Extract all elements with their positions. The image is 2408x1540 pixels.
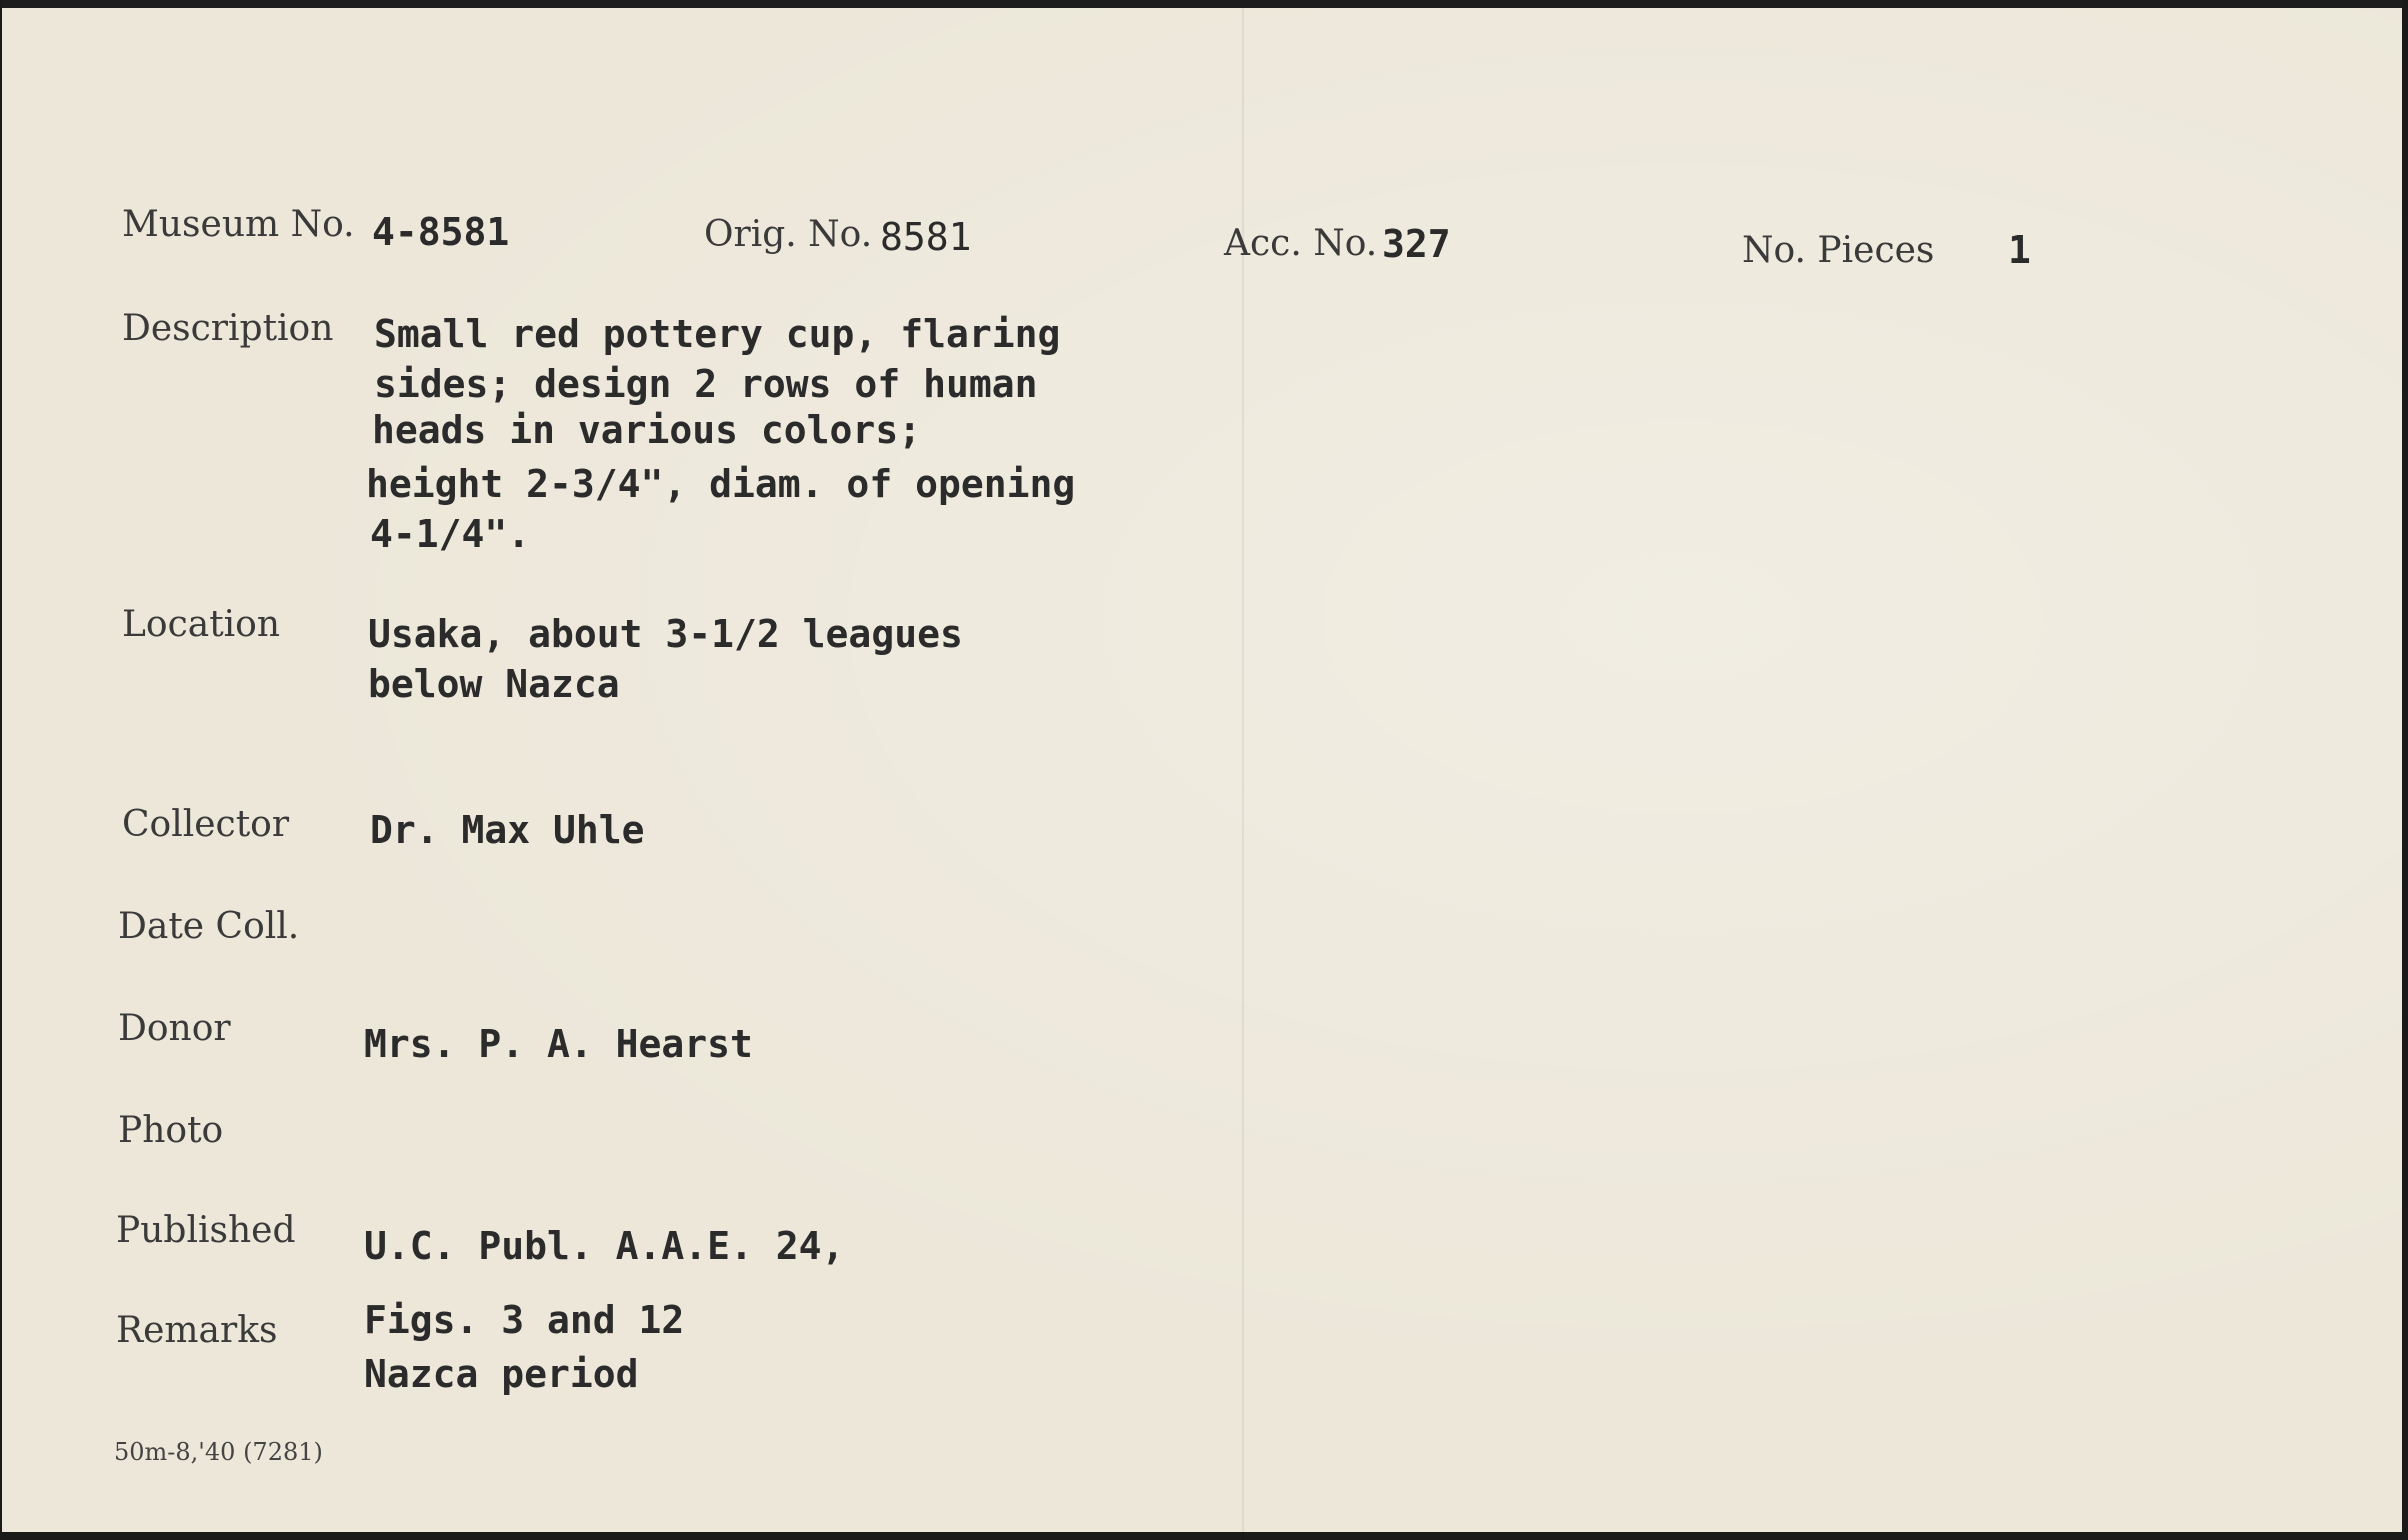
description-line: sides; design 2 rows of human — [374, 362, 1038, 406]
location-label: Location — [122, 604, 281, 645]
orig-no-value: 8581 — [880, 215, 972, 259]
description-line: 4-1/4". — [370, 512, 531, 556]
description-line: Small red pottery cup, flaring — [374, 312, 1061, 356]
catalog-card — [2, 0, 2402, 1532]
no-pieces-label: No. Pieces — [1742, 230, 1935, 271]
published-value: U.C. Publ. A.A.E. 24, — [364, 1224, 845, 1268]
museum-no-value: 4-8581 — [372, 210, 510, 254]
orig-no-label: Orig. No. — [704, 214, 873, 255]
collector-label: Collector — [122, 804, 290, 845]
acc-no-value: 327 — [1382, 222, 1451, 266]
description-label: Description — [122, 308, 334, 349]
museum-no-label: Museum No. — [122, 204, 355, 245]
donor-label: Donor — [118, 1008, 231, 1049]
photo-label: Photo — [118, 1110, 224, 1151]
collector-value: Dr. Max Uhle — [370, 808, 645, 852]
location-line: below Nazca — [368, 662, 620, 706]
description-line: height 2-3/4", diam. of opening — [366, 462, 1076, 506]
no-pieces-value: 1 — [2008, 228, 2031, 272]
donor-value: Mrs. P. A. Hearst — [364, 1022, 753, 1066]
remarks-line: Nazca period — [364, 1352, 639, 1396]
form-code: 50m-8,'40 (7281) — [114, 1438, 323, 1466]
description-line: heads in various colors; — [372, 408, 922, 452]
location-line: Usaka, about 3-1/2 leagues — [368, 612, 963, 656]
remarks-label: Remarks — [116, 1310, 278, 1351]
acc-no-label: Acc. No. — [1224, 223, 1378, 264]
date-coll-label: Date Coll. — [118, 906, 300, 947]
remarks-line: Figs. 3 and 12 — [364, 1298, 685, 1342]
published-label: Published — [116, 1210, 296, 1251]
